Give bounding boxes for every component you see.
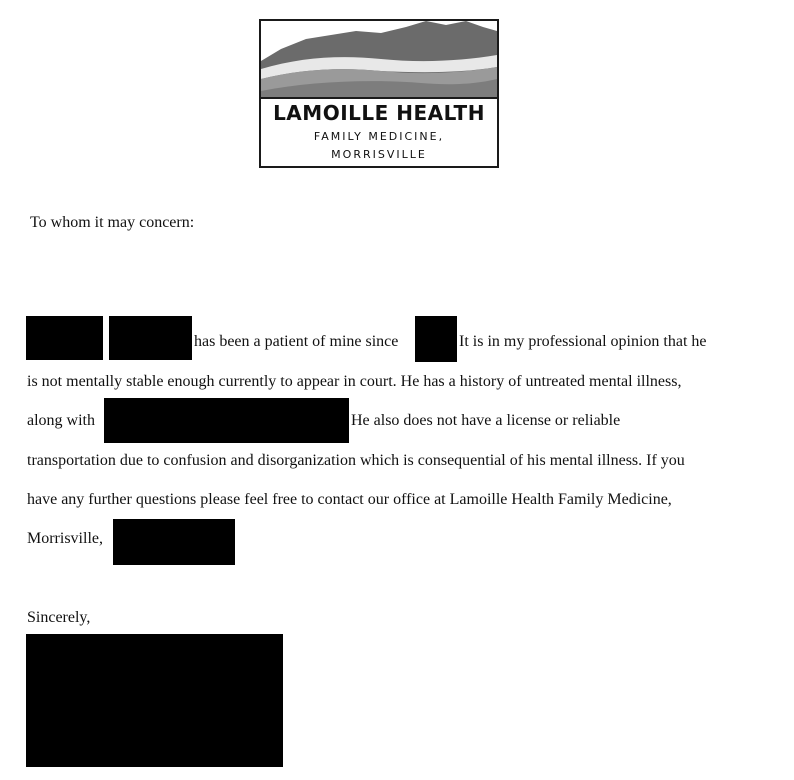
body-text-line1a: has been a patient of mine since: [194, 333, 399, 350]
salutation: To whom it may concern:: [30, 214, 195, 231]
closing: Sincerely,: [27, 609, 91, 626]
redaction-block: [26, 316, 103, 360]
body-text-line6: Morrisville,: [27, 530, 103, 547]
logo-subtitle-line2: MORRISVILLE: [331, 148, 427, 161]
body-text-line5: have any further questions please feel free to contact our office at Lamoille Health Family Medicine,: [27, 491, 672, 508]
body-text-line2: is not mentally stable enough currently to appear in court. He has a history of untreated mental illness,: [27, 373, 682, 390]
logo-name: LAMOILLE HEALTH: [273, 101, 485, 125]
body-text-line3b: He also does not have a license or reliable: [351, 412, 621, 429]
body-text-line1b: It is in my professional opinion that he: [459, 333, 707, 350]
redaction-block: [109, 316, 192, 360]
mountain-landscape-icon: [261, 21, 497, 99]
logo-subtitle-line1: FAMILY MEDICINE,: [313, 130, 445, 143]
redaction-block: [415, 316, 457, 362]
clinic-logo: [259, 19, 499, 168]
redaction-block: [113, 519, 235, 565]
redaction-block: [104, 398, 349, 443]
signature-redaction-block: [26, 634, 283, 767]
body-text-line4: transportation due to confusion and disorganization which is consequential of his mental illness. If you: [27, 452, 685, 469]
body-text-line3a: along with: [27, 412, 95, 429]
